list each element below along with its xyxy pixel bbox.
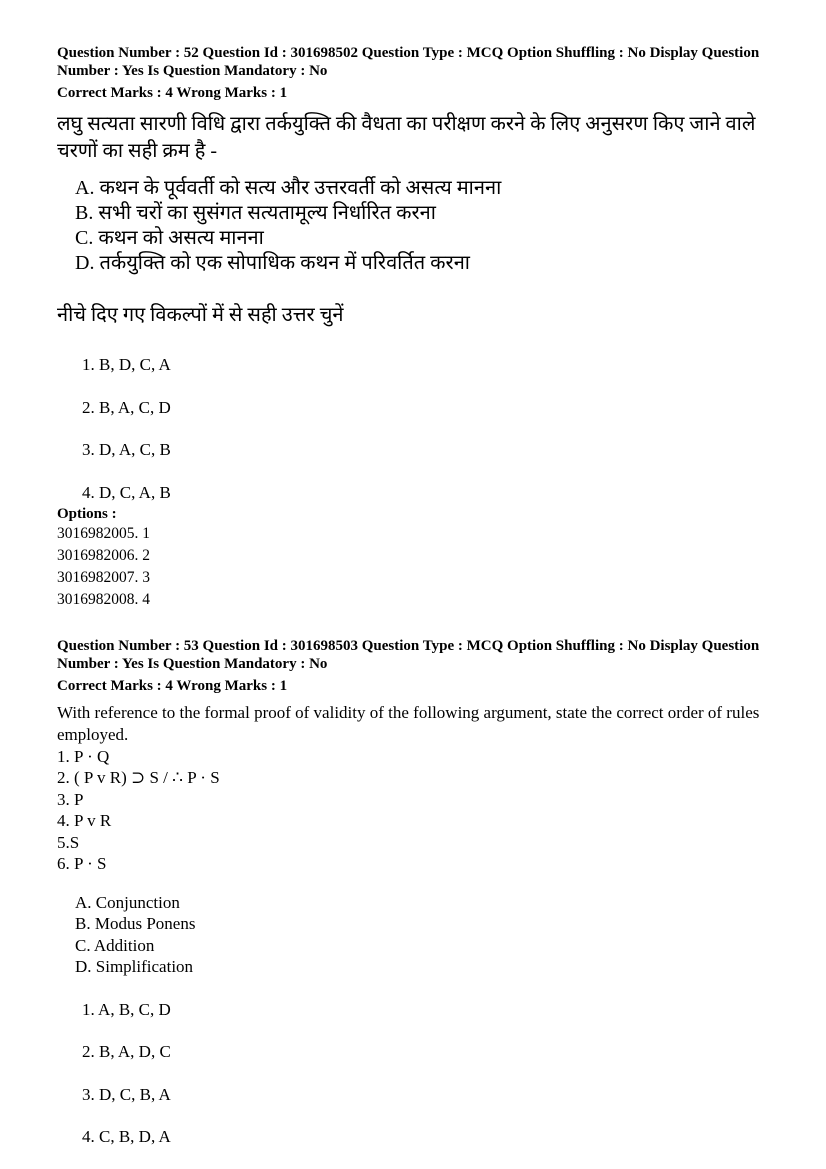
answer-option-3: 3. D, C, B, A <box>82 1084 171 1104</box>
rule-a: A. Conjunction <box>75 892 180 912</box>
premise-5: 5.S <box>57 832 80 852</box>
answer-option-1: 1. A, B, C, D <box>82 999 171 1019</box>
question-52-block <box>57 44 770 611</box>
premise-4: 4. P v R <box>57 811 112 830</box>
statement-d: D. तर्कयुक्ति को एक सोपाधिक कथन में परिवर्तित करना <box>75 252 470 274</box>
question-53-block <box>57 637 770 1148</box>
option-id-list <box>57 523 770 611</box>
premise-2: 2. ( P v R) ⊃ S / ∴ P · S <box>57 768 220 787</box>
statement-a: A. कथन के पूर्ववर्ती को सत्य और उत्तरवर्ती को असत्य मानना <box>75 177 502 199</box>
question-53-rule-list <box>75 892 770 978</box>
question-53-marks: Correct Marks : 4 Wrong Marks : 1 <box>57 677 288 694</box>
rule-c: C. Addition <box>75 935 155 955</box>
question-53-premise-list <box>57 746 770 875</box>
answer-option-2: 2. B, A, D, C <box>82 1042 171 1061</box>
option-id-1: 3016982005. 1 <box>57 524 150 542</box>
answer-option-1: 1. B, D, C, A <box>82 355 171 374</box>
question-52-statement-list <box>75 176 770 276</box>
question-52-answer-options <box>82 355 770 503</box>
answer-option-4: 4. C, B, D, A <box>82 1127 171 1146</box>
options-label: Options : <box>57 505 117 522</box>
rule-d: D. Simplification <box>75 957 194 976</box>
statement-b: B. सभी चरों का सुसंगत सत्यतामूल्य निर्धारित करना <box>75 202 436 224</box>
option-id-4: 3016982008. 4 <box>57 590 150 608</box>
question-53-metadata: Question Number : 53 Question Id : 301698503 Question Type : MCQ Option Shuffling : No Display Question Number : Yes Is Question Mandatory : No <box>57 637 760 672</box>
question-53-text: With reference to the formal proof of validity of the following argument, state the correct order of rules employed. <box>57 702 760 744</box>
answer-option-2: 2. B, A, C, D <box>82 397 171 417</box>
rule-b: B. Modus Ponens <box>75 914 196 933</box>
statement-c: C. कथन को असत्य मानना <box>75 227 264 249</box>
answer-option-3: 3. D, A, C, B <box>82 440 171 459</box>
premise-1: 1. P · Q <box>57 746 110 766</box>
question-52-marks: Correct Marks : 4 Wrong Marks : 1 <box>57 85 288 101</box>
question-52-choose-prompt: नीचे दिए गए विकल्पों में से सही उत्तर चुनें <box>57 304 344 326</box>
question-53-answer-options <box>82 1000 770 1148</box>
premise-6: 6. P · S <box>57 854 107 873</box>
option-id-2: 3016982006. 2 <box>57 546 150 564</box>
answer-option-4: 4. D, C, A, B <box>82 482 171 502</box>
question-52-text: लघु सत्यता सारणी विधि द्वारा तर्कयुक्ति की वैधता का परीक्षण करने के लिए अनुसरण किए जाने वाले चरणों का सही क्रम है - <box>57 113 756 162</box>
premise-3: 3. P <box>57 789 84 809</box>
option-id-3: 3016982007. 3 <box>57 568 150 586</box>
question-52-metadata: Question Number : 52 Question Id : 301698502 Question Type : MCQ Option Shuffling : No Display Question Number : Yes Is Question Mandatory : No <box>57 45 760 79</box>
